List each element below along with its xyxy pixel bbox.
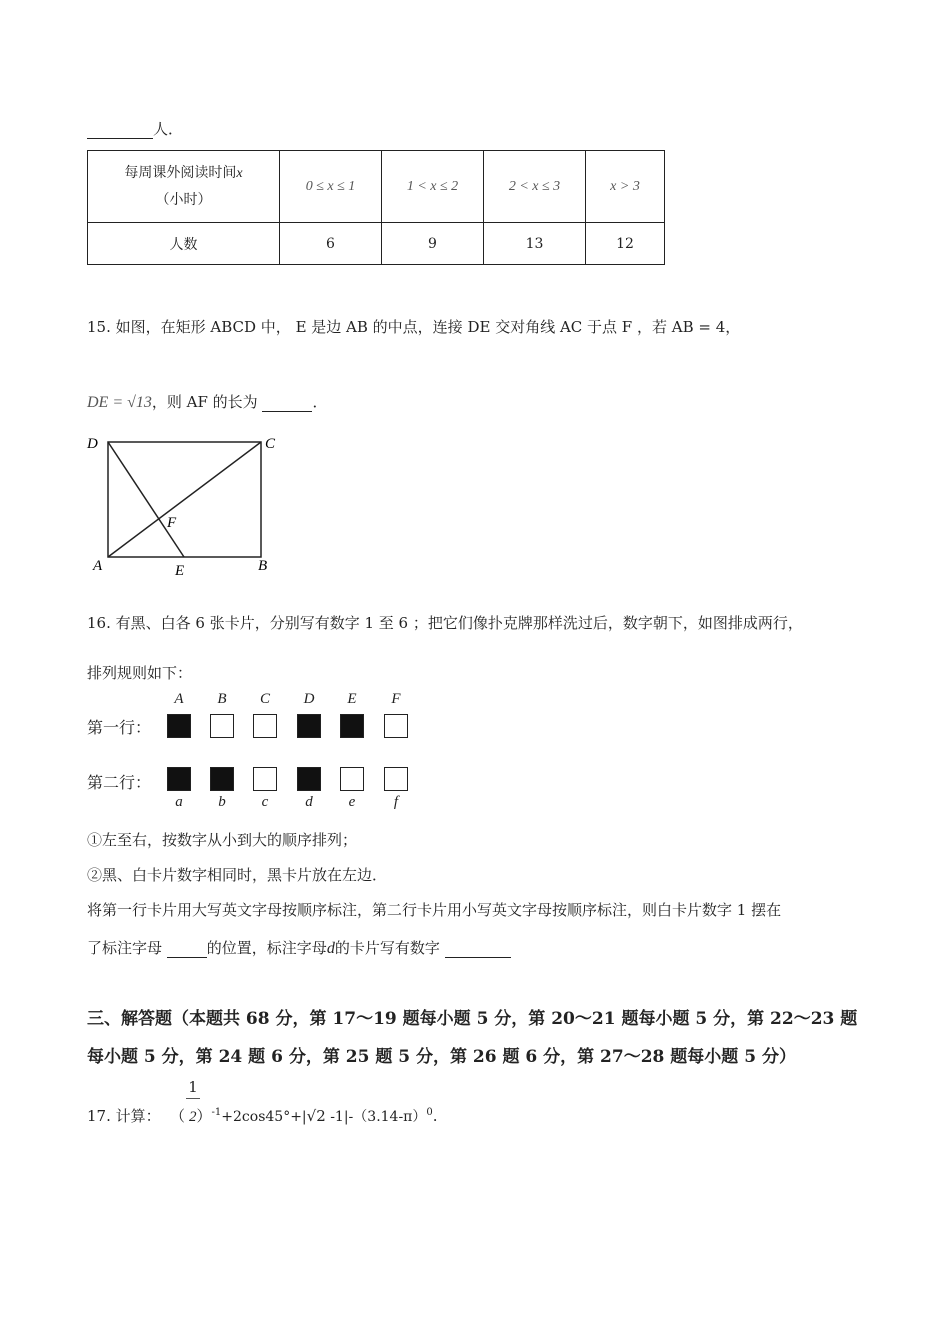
table-count-row	[88, 223, 665, 265]
q15-text-line1: 15. 如图，在矩形 ABCD 中， E 是边 AB 的中点，连接 DE 交对角线 AC 于点 F ，若 AB = 4，	[87, 318, 741, 336]
label-a: A	[93, 558, 103, 574]
answer-blank-letter[interactable]	[167, 939, 207, 958]
card-letter: C	[259, 691, 270, 707]
count-cell: 13	[484, 223, 586, 265]
q16-rule2: ②黑、白卡片数字相同时，黑卡片放在左边．	[87, 866, 388, 884]
q16-text-line1: 16. 有黑、白各 6 张卡片，分别写有数字 1 至 6 ；把它们像扑克牌那样洗过后，数字朝下，如图排成两行，	[87, 614, 803, 632]
prev-answer-line	[87, 118, 183, 139]
card-e-white	[340, 767, 364, 791]
answer-blank-number[interactable]	[445, 939, 511, 958]
card-b-black	[210, 767, 234, 791]
diagonal-ac	[108, 442, 261, 557]
section3-heading-line1: 三、解答题（本题共 68 分，第 17～19 题每小题 5 分，第 20～21 题每小题 5 分，第 22～23 题	[87, 1009, 858, 1029]
count-cell: 12	[586, 223, 665, 265]
count-cell: 9	[382, 223, 484, 265]
card-d-black	[297, 767, 321, 791]
q16-text-line4: 了标注字母 的位置，标注字母d的卡片写有数字	[87, 937, 511, 958]
card-letter: e	[348, 794, 356, 810]
row2-label: 第二行：	[87, 773, 152, 792]
row1-label: 第一行：	[87, 718, 152, 737]
card-c-white	[253, 767, 277, 791]
q17-expression: （ 2）$^{-1}$+2cos45°+|√2 $-1|-(3.14-\pi)^0$.	[170, 1107, 438, 1125]
q16-rule1: ①左至右，按数字从小到大的顺序排列；	[87, 831, 358, 849]
rectangle-figure	[85, 430, 285, 580]
card-letter: B	[217, 691, 227, 707]
section3-heading-line2: 每小题 5 分，第 24 题 6 分，第 25 题 5 分，第 26 题 6 分，第 27～28 题每小题 5 分）	[87, 1047, 796, 1067]
label-d: D	[87, 436, 98, 452]
range-cell: 2 < x ≤ 3	[484, 151, 586, 223]
card-letter: b	[218, 794, 226, 810]
reading-time-table	[87, 150, 665, 265]
table-header-row	[88, 151, 665, 223]
range-cell: x > 3	[586, 151, 665, 223]
label-e: E	[175, 563, 185, 579]
count-cell: 6	[280, 223, 382, 265]
card-a-black	[167, 767, 191, 791]
card-f-white	[384, 767, 408, 791]
frac-numerator: 1	[188, 1078, 198, 1096]
card-A-black	[167, 714, 191, 738]
table-header-label: 每周课外阅读时间x （小时）	[88, 151, 280, 223]
q17-label: 17. 计算：	[87, 1107, 161, 1125]
range-cell: 0 ≤ x ≤ 1	[280, 151, 382, 223]
answer-blank[interactable]	[87, 120, 153, 139]
card-B-white	[210, 714, 234, 738]
card-letter: D	[303, 691, 315, 707]
prev-tail: 人．	[153, 120, 184, 138]
label-c: C	[265, 436, 276, 452]
label-b: B	[258, 558, 268, 574]
card-letter: f	[393, 794, 399, 810]
card-letter: F	[391, 691, 401, 707]
card-letter: A	[174, 691, 184, 707]
card-D-black	[297, 714, 321, 738]
q16-text-line3: 将第一行卡片用大写英文字母按顺序标注，第二行卡片用小写英文字母按顺序标注，则白卡片数字 1 摆在	[87, 901, 782, 919]
card-letter: E	[347, 691, 357, 707]
count-label: 人数	[88, 223, 280, 265]
answer-blank[interactable]	[262, 393, 312, 412]
q15-text-line2: DE = √13，则 AF 的长为 ．	[87, 393, 328, 411]
card-letter: d	[305, 794, 313, 810]
label-f: F	[167, 515, 177, 531]
range-cell: 1 < x ≤ 2	[382, 151, 484, 223]
frac-denominator: 2	[189, 1109, 197, 1125]
card-letter: c	[261, 794, 269, 810]
card-letter: a	[175, 794, 183, 810]
card-E-black	[340, 714, 364, 738]
card-C-white	[253, 714, 277, 738]
fraction-bar	[186, 1098, 200, 1099]
segment-de	[108, 442, 184, 557]
q16-text-line2: 排列规则如下：	[87, 664, 193, 682]
card-F-white	[384, 714, 408, 738]
